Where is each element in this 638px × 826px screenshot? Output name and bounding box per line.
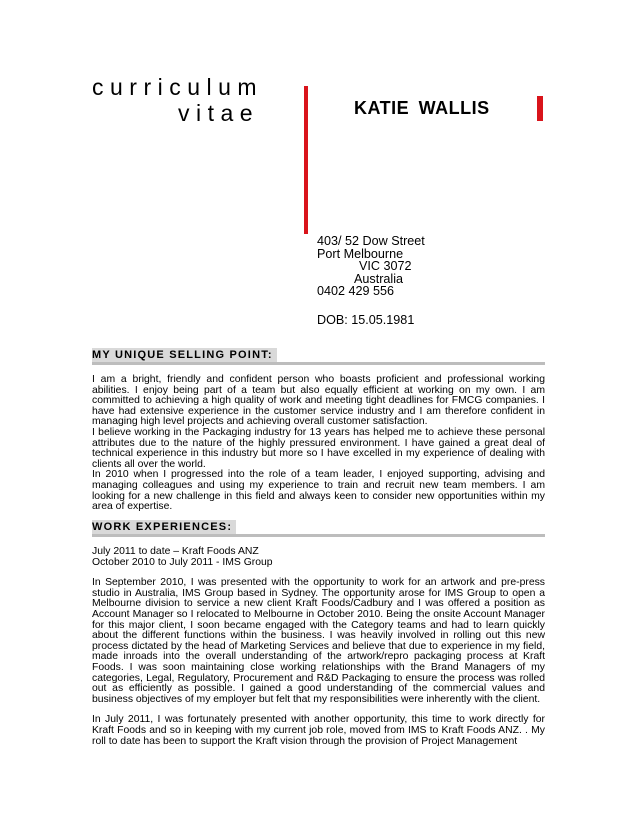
usp-paragraph: In 2010 when I progressed into the role of a team leader, I enjoyed supporting, advising and managing colleagues and using my experience to train and recruit new team members. I am looking for a new challenge in this field and always keen to consider new opportunities within my area of expertise. <box>92 469 545 513</box>
work-heading-rule <box>92 534 545 537</box>
cv-title-line2: vitae <box>178 100 260 126</box>
address-country: Australia <box>354 271 403 286</box>
accent-bar-left <box>304 86 308 234</box>
accent-bar-right <box>537 96 543 121</box>
usp-paragraph: I am a bright, friendly and confident person who boasts proficient and professional working abilities. I enjoy being part of a team but also equally efficient at working on my own. I am committed to achieving a high quality of work and meeting tight deadlines for FMCG companies. I have had extensive experience in the customer service industry and I am therefore confident in managing high level projects and achieving overall customer satisfaction. <box>92 374 545 428</box>
usp-body <box>92 375 545 513</box>
work-paragraph: In September 2010, I was presented with the opportunity to work for an artwork and pre-press studio in Australia, IMS Group based in Sydney. The opportunity arose for IMS Group to open a Melbourne division to service a new client Kraft Foods/Cadbury and I was offered a position as Account Manager so I relocated to Melbourne in October 2010. Being the onsite Account Manager for this major client, I soon became engaged with the Category teams and had to learn quickly about the different functions within the business. I was heavily involved in rolling out this new process dictated by the head of Marketing Services and believe that due to experience in my field, made inroads into the overall understanding of the artwork/repro packaging process at Kraft Foods. I was soon maintaining close working relationships with the Brand Managers of my categories, Legal, Regulatory, Procurement and R&D Packaging to ensure the process was rolled out as efficiently as possible. I gained a good understanding of the commercial values and business objectives of my employer but felt that my responsibilities were inherently with the client. <box>92 577 545 705</box>
address-state-postcode: VIC 3072 <box>359 259 412 274</box>
work-role-1: July 2011 to date – Kraft Foods ANZ <box>92 546 259 557</box>
work-body <box>92 547 545 747</box>
address-suburb: Port Melbourne <box>317 246 404 261</box>
work-role-2: October 2010 to July 2011 - IMS Group <box>92 556 273 568</box>
work-paragraph: In July 2011, I was fortunately presented with another opportunity, this time to work directly for Kraft Foods and so in keeping with my current job role, moved from IMS to Kraft Foods ANZ. . My roll to date has been to support the Kraft vision through the provision of Project Management <box>92 714 545 747</box>
address-street: 403/ 52 Dow Street <box>317 234 425 248</box>
contact-block <box>317 235 425 298</box>
usp-heading-rule <box>92 362 545 365</box>
usp-heading-label: MY UNIQUE SELLING POINT: <box>92 348 277 362</box>
usp-paragraph: I believe working in the Packaging industry for 13 years has helped me to achieve these personal attributes due to the nature of the highly pressured environment. I have gained a great deal of technical experience in this industry but more so I have excelled in my experience of dealing with clients all over the world. <box>92 426 545 470</box>
candidate-name: KATIE WALLIS <box>354 98 490 118</box>
cv-title-line1: curriculum <box>92 74 264 100</box>
phone-number: 0402 429 556 <box>317 284 395 299</box>
usp-heading <box>92 348 545 365</box>
date-of-birth: DOB: 15.05.1981 <box>317 313 415 327</box>
cv-title <box>92 74 263 126</box>
work-heading-label: WORK EXPERIENCES: <box>92 520 236 534</box>
work-heading <box>92 520 545 537</box>
